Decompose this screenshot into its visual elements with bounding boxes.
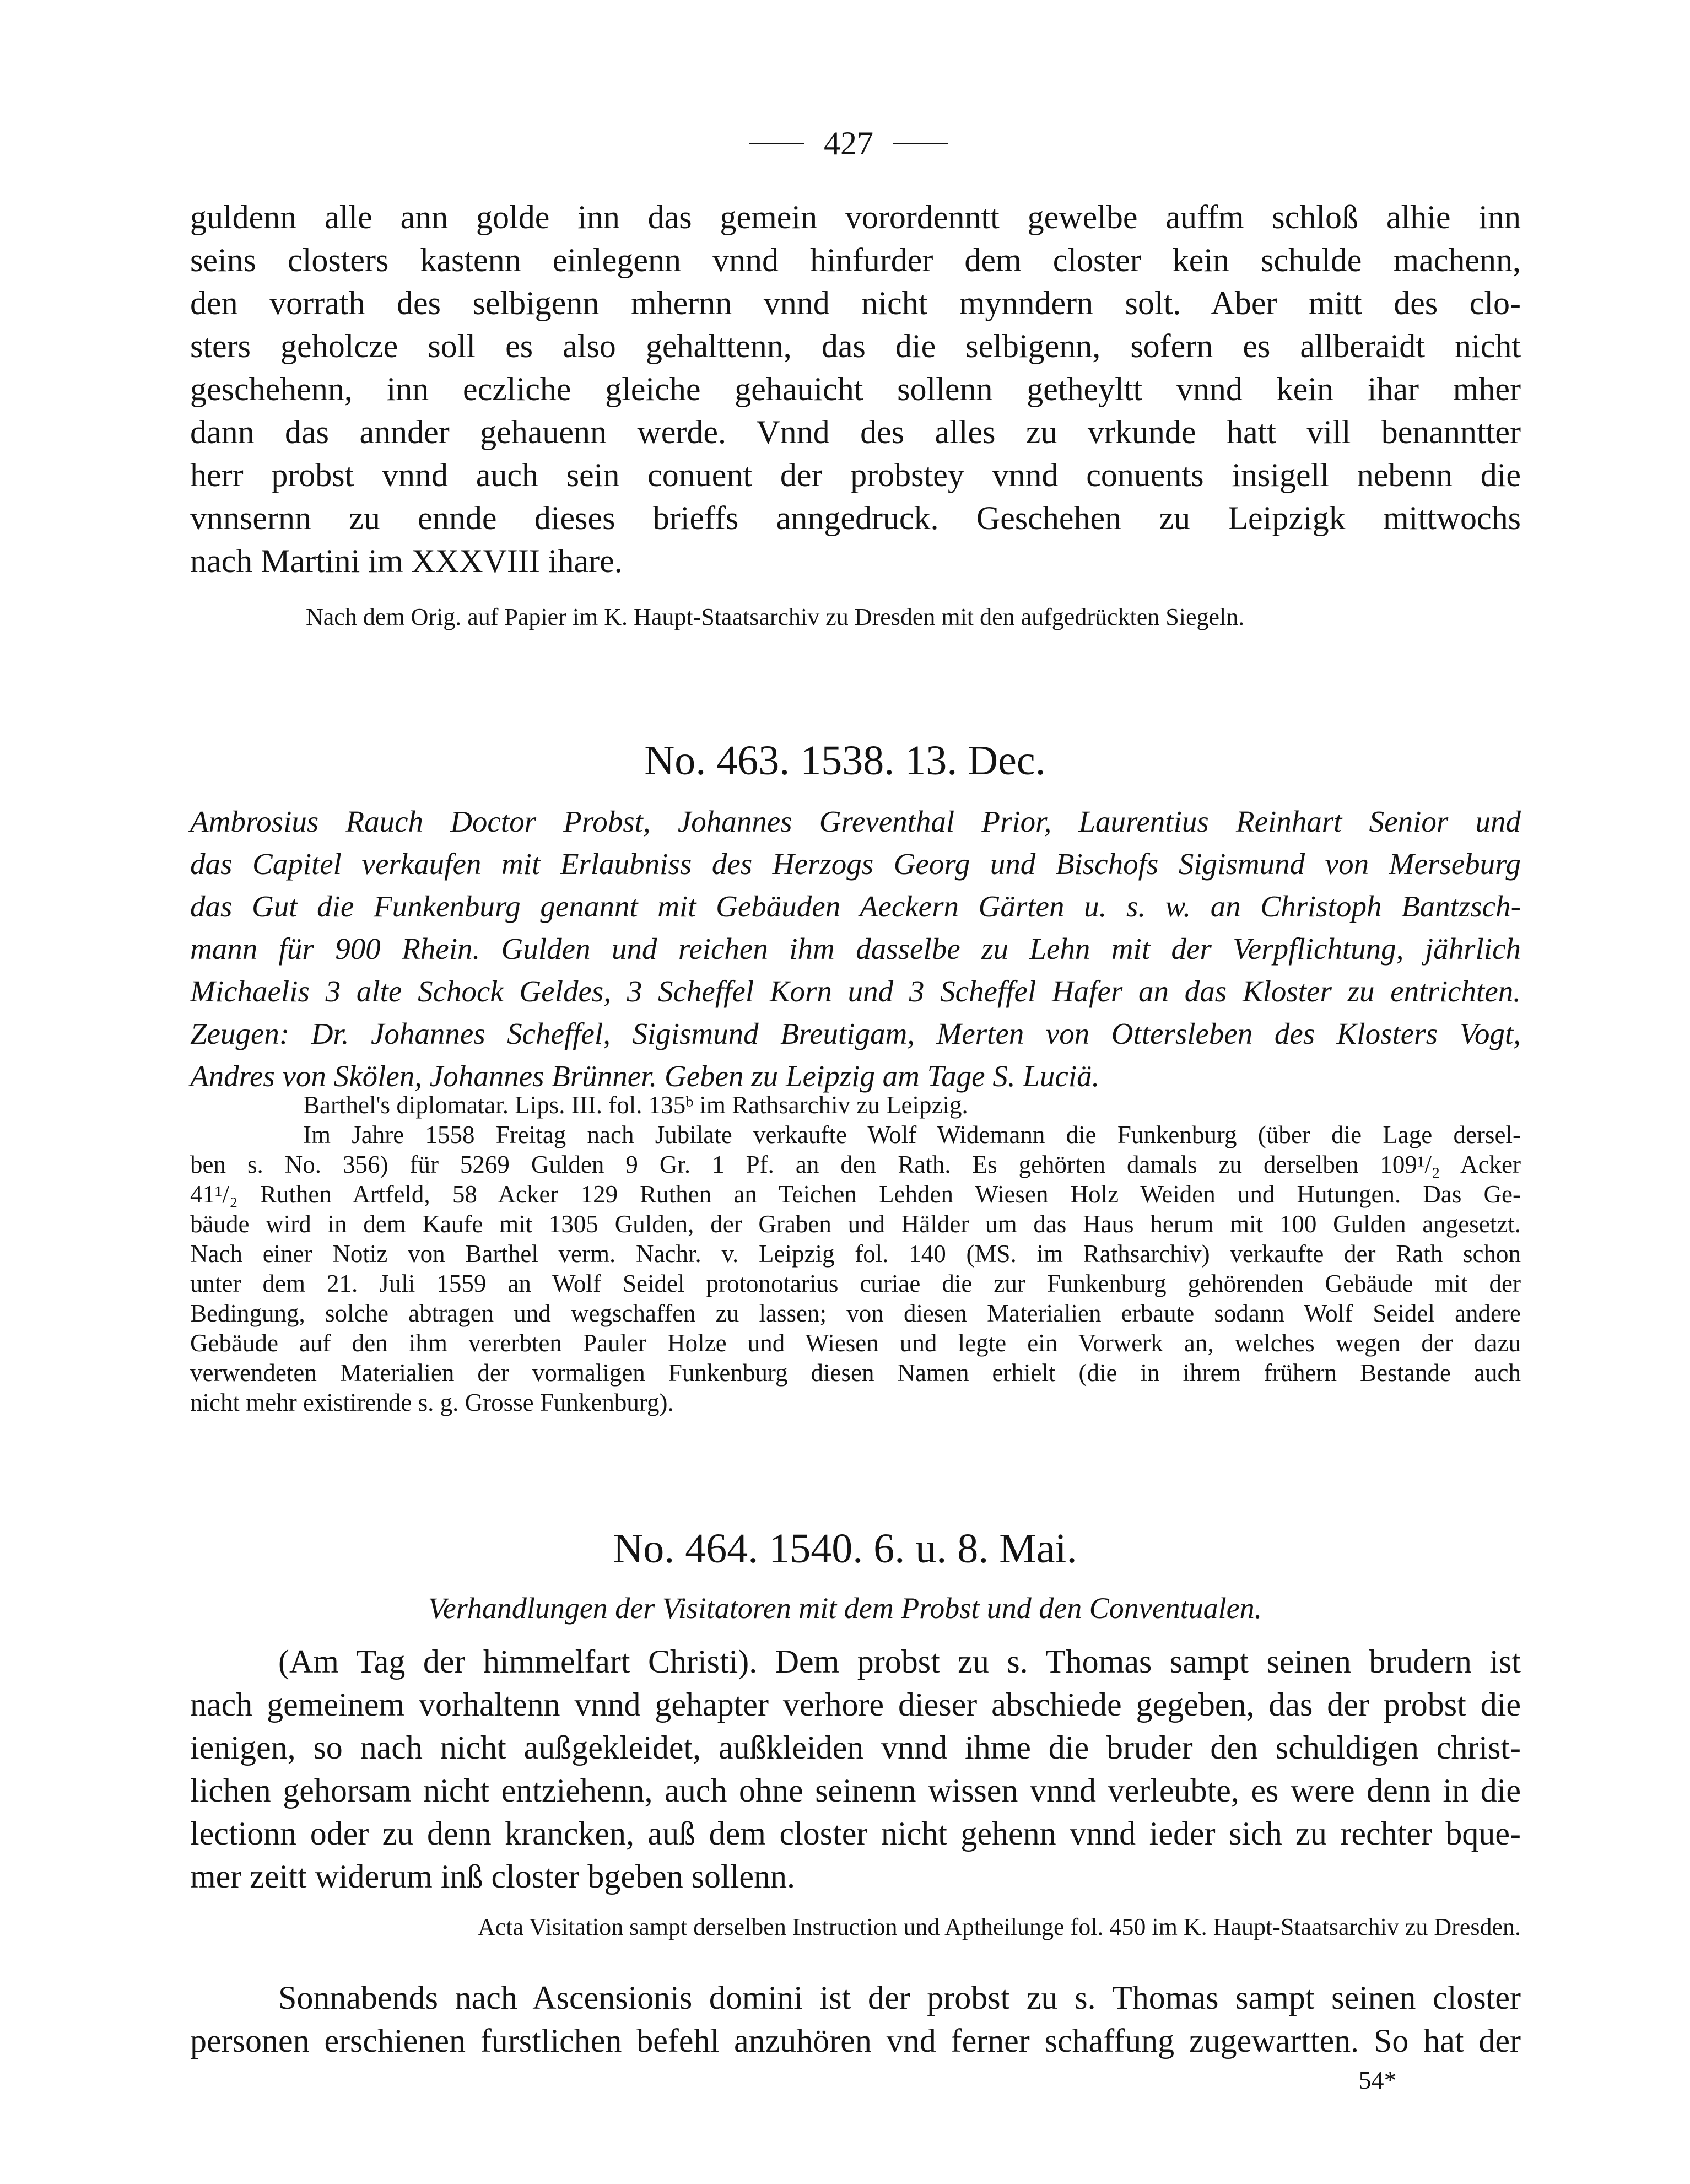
body-line: herr probst vnnd auch sein conuent der probstey vnnd conuents insigell nebenn die bbox=[190, 457, 1521, 493]
note-line: Nach einer Notiz von Barthel verm. Nachr. v. Leipzig fol. 140 (MS. im Rathsarchiv) verkaufte der Rath schon bbox=[190, 1240, 1521, 1268]
body-line: seins closters kastenn einlegenn vnnd hinfurder dem closter kein schulde machenn, bbox=[190, 242, 1521, 278]
page-number: 427 bbox=[824, 125, 873, 161]
entry-heading-463: No. 463. 1538. 13. Dec. bbox=[644, 737, 1046, 784]
body-line: (Am Tag der himmelfart Christi). Dem probst zu s. Thomas sampt seinen brudern ist bbox=[278, 1643, 1521, 1680]
source-note: Nach dem Orig. auf Papier im K. Haupt-Staatsarchiv zu Dresden mit den aufgedrückten Siegeln. bbox=[306, 603, 1245, 630]
note-line: Im Jahre 1558 Freitag nach Jubilate verkaufte Wolf Widemann die Funkenburg (über die Lage dersel- bbox=[303, 1121, 1521, 1148]
note-line: nicht mehr existirende s. g. Grosse Funkenburg). bbox=[190, 1389, 674, 1416]
note-line: bäude wird in dem Kaufe mit 1305 Gulden, der Graben und Hälder um das Haus herum mit 100 Gulden angesetzt. bbox=[190, 1210, 1521, 1238]
rule-right bbox=[893, 143, 948, 144]
body-line: dann das annder gehauenn werde. Vnnd des alles zu vrkunde hatt vill benanntter bbox=[190, 414, 1521, 450]
body-line: guldenn alle ann golde inn das gemein vorordenntt gewelbe auffm schloß alhie inn bbox=[190, 199, 1521, 235]
source-note: Acta Visitation sampt derselben Instruction und Aptheilunge fol. 450 im K. Haupt-Staatsarchiv zu Dresden. bbox=[477, 1913, 1521, 1940]
signature-mark: 54* bbox=[1358, 2066, 1397, 2094]
summary-line: Andres von Skölen, Johannes Brünner. Geben zu Leipzig am Tage S. Luciä. bbox=[190, 1059, 1100, 1093]
note-line: verwendeten Materialien der vormaligen Funkenburg diesen Namen erhielt (die in ihrem frühern Bestande auch bbox=[190, 1359, 1521, 1387]
summary-line: mann für 900 Rhein. Gulden und reichen ihm dasselbe zu Lehn mit der Verpflichtung, jährlich bbox=[190, 932, 1521, 966]
body-line: Sonnabends nach Ascensionis domini ist der probst zu s. Thomas sampt seinen closter bbox=[278, 1980, 1521, 2016]
note-line: Gebäude auf den ihm vererbten Pauler Holze und Wiesen und legte ein Vorwerk an, welches wegen der dazu bbox=[190, 1329, 1521, 1357]
note-line: ben s. No. 356) für 5269 Gulden 9 Gr. 1 Pf. an den Rath. Es gehörten damals zu derselben 109¹/₂ Acker bbox=[190, 1151, 1521, 1178]
body-line: mer zeitt widerum inß closter bgeben sollenn. bbox=[190, 1858, 796, 1895]
note-line: 41¹/₂ Ruthen Artfeld, 58 Acker 129 Ruthen an Teichen Lehden Wiesen Holz Weiden und Hutungen. Das Ge- bbox=[190, 1180, 1521, 1208]
entry-heading-464: No. 464. 1540. 6. u. 8. Mai. bbox=[613, 1525, 1077, 1572]
note-line: Barthel's diplomatar. Lips. III. fol. 135ᵇ im Rathsarchiv zu Leipzig. bbox=[303, 1091, 968, 1119]
summary-line: Michaelis 3 alte Schock Geldes, 3 Scheffel Korn und 3 Scheffel Hafer an das Kloster zu entrichten. bbox=[190, 974, 1521, 1008]
body-line: sters geholcze soll es also gehalttenn, das die selbigenn, sofern es allberaidt nicht bbox=[190, 328, 1521, 364]
body-line: vnnsernn zu ennde dieses brieffs anngedruck. Geschehen zu Leipzigk mittwochs bbox=[190, 500, 1521, 536]
body-line: ienigen, so nach nicht außgekleidet, außkleiden vnnd ihme die bruder den schuldigen christ- bbox=[190, 1729, 1521, 1766]
body-line: personen erschienen furstlichen befehl anzuhören vnd ferner schaffung zugewartten. So hat der bbox=[190, 2023, 1521, 2059]
entry-subtitle-464: Verhandlungen der Visitatoren mit dem Probst und den Conventualen. bbox=[428, 1592, 1262, 1625]
note-line: unter dem 21. Juli 1559 an Wolf Seidel protonotarius curiae die zur Funkenburg gehörenden Gebäude mit der bbox=[190, 1270, 1521, 1297]
page-number-header bbox=[711, 116, 986, 171]
summary-line: Ambrosius Rauch Doctor Probst, Johannes Greventhal Prior, Laurentius Reinhart Senior und bbox=[190, 805, 1521, 838]
note-line: Bedingung, solche abtragen und wegschaffen zu lassen; von diesen Materialien erbaute sodann Wolf Seidel andere bbox=[190, 1299, 1521, 1327]
body-line: nach Martini im XXXVIII ihare. bbox=[190, 543, 623, 579]
body-line: den vorrath des selbigenn mhernn vnnd nicht mynndern solt. Aber mitt des clo- bbox=[190, 285, 1521, 321]
summary-line: das Capitel verkaufen mit Erlaubniss des Herzogs Georg und Bischofs Sigismund von Merseburg bbox=[190, 847, 1521, 881]
body-line: lectionn oder zu denn krancken, auß dem closter nicht gehenn vnnd ieder sich zu rechter bque- bbox=[190, 1815, 1521, 1852]
body-line: nach gemeinem vorhaltenn vnnd gehapter verhore dieser abschiede gegeben, das der probst die bbox=[190, 1686, 1521, 1723]
body-line: geschehenn, inn eczliche gleiche gehauicht sollenn getheyltt vnnd kein ihar mher bbox=[190, 371, 1521, 407]
summary-line: Zeugen: Dr. Johannes Scheffel, Sigismund Breutigam, Merten von Ottersleben des Klosters Vogt, bbox=[190, 1017, 1521, 1050]
rule-left bbox=[749, 143, 804, 144]
body-line: lichen gehorsam nicht entziehenn, auch ohne seinenn wissen vnnd verleubte, es were denn in die bbox=[190, 1772, 1521, 1809]
summary-line: das Gut die Funkenburg genannt mit Gebäuden Aeckern Gärten u. s. w. an Christoph Bantzsch- bbox=[190, 889, 1521, 923]
